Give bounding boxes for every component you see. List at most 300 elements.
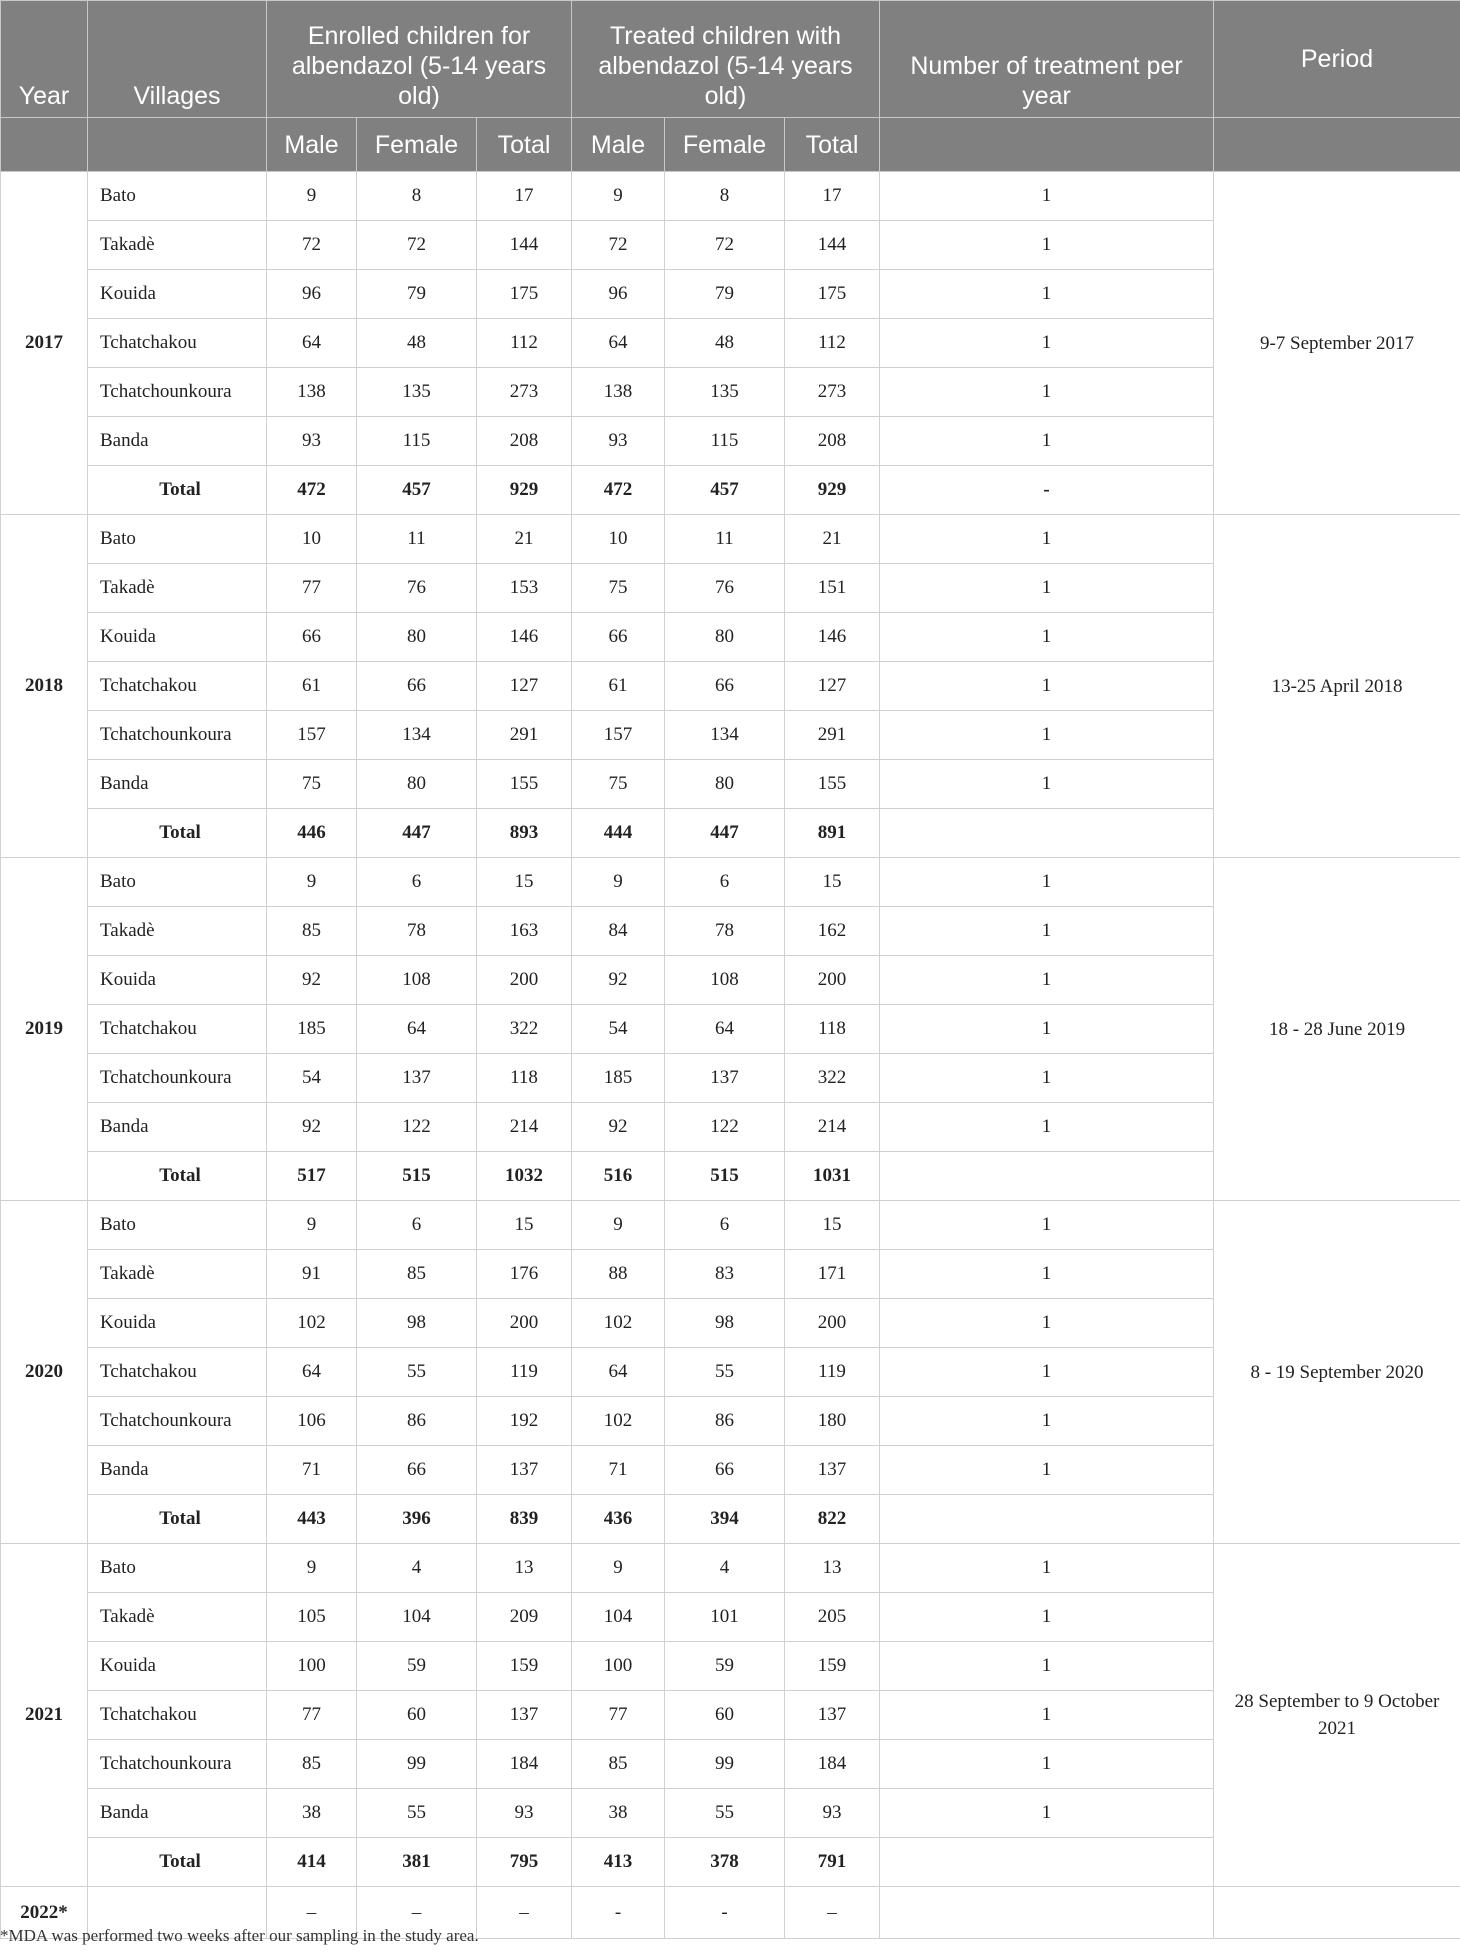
treatments-cell: [880, 1887, 1214, 1939]
enrolled-female-cell: 135: [357, 368, 477, 417]
total-treated-female-cell: 394: [665, 1495, 785, 1544]
total-enrolled-total-cell: 893: [477, 809, 572, 858]
enrolled-male-cell: 105: [267, 1593, 357, 1642]
table-row: [1, 858, 1460, 907]
treatments-cell: 1: [880, 1642, 1214, 1691]
enrolled-female-cell: 99: [357, 1740, 477, 1789]
enrolled-male-cell: 9: [267, 1544, 357, 1593]
enrolled-male-cell: 85: [267, 907, 357, 956]
table-body: [1, 172, 1460, 1939]
total-enrolled-female-cell: 396: [357, 1495, 477, 1544]
enrolled-male-cell: 77: [267, 1691, 357, 1740]
total-enrolled-total-cell: 839: [477, 1495, 572, 1544]
table-footnote: *MDA was performed two weeks after our sampling in the study area.: [0, 1926, 479, 1945]
enrolled-total-cell: 192: [477, 1397, 572, 1446]
enrolled-total-cell: 112: [477, 319, 572, 368]
treated-total-cell: 214: [785, 1103, 880, 1152]
treatments-cell: 1: [880, 1299, 1214, 1348]
treated-male-cell: 138: [572, 368, 665, 417]
year-cell: 2020: [1, 1201, 88, 1544]
treated-male-cell: 61: [572, 662, 665, 711]
treated-total-cell: 159: [785, 1642, 880, 1691]
header-period: Period: [1214, 1, 1460, 118]
treatments-cell: 1: [880, 1446, 1214, 1495]
enrolled-male-cell: 61: [267, 662, 357, 711]
treated-male-cell: 9: [572, 1544, 665, 1593]
enrolled-total-cell: 291: [477, 711, 572, 760]
treated-male-cell: 75: [572, 760, 665, 809]
enrolled-male-cell: 93: [267, 417, 357, 466]
treatments-cell: 1: [880, 858, 1214, 907]
treatments-cell: 1: [880, 417, 1214, 466]
total-enrolled-female-cell: 457: [357, 466, 477, 515]
enrolled-male-cell: 77: [267, 564, 357, 613]
header-villages: Villages: [88, 1, 267, 118]
enrolled-male-cell: 64: [267, 1348, 357, 1397]
treated-total-cell: 171: [785, 1250, 880, 1299]
village-cell: Tchatchounkoura: [88, 711, 267, 760]
total-treatments-cell: [880, 809, 1214, 858]
treated-male-cell: 10: [572, 515, 665, 564]
enrolled-female-cell: 6: [357, 858, 477, 907]
enrolled-total-cell: 200: [477, 956, 572, 1005]
enrolled-total-cell: 137: [477, 1446, 572, 1495]
treated-male-cell: 100: [572, 1642, 665, 1691]
enrolled-total-cell: 93: [477, 1789, 572, 1838]
header-blank: [88, 118, 267, 172]
enrolled-male-cell: 66: [267, 613, 357, 662]
village-cell: Bato: [88, 172, 267, 221]
treated-male-cell: 157: [572, 711, 665, 760]
header-treated-female: Female: [665, 118, 785, 172]
village-cell: Tchatchounkoura: [88, 1397, 267, 1446]
treatments-cell: 1: [880, 172, 1214, 221]
table-row: [1, 1201, 1460, 1250]
table-row: [1, 172, 1460, 221]
village-cell: Kouida: [88, 270, 267, 319]
treated-female-cell: 66: [665, 662, 785, 711]
enrolled-male-cell: 106: [267, 1397, 357, 1446]
total-label: Total: [88, 1838, 267, 1887]
treated-male-cell: 77: [572, 1691, 665, 1740]
enrolled-female-cell: 4: [357, 1544, 477, 1593]
village-cell: Kouida: [88, 1299, 267, 1348]
enrolled-female-cell: 59: [357, 1642, 477, 1691]
treated-total-cell: 180: [785, 1397, 880, 1446]
header-enrolled-male: Male: [267, 118, 357, 172]
treated-male-cell: 9: [572, 1201, 665, 1250]
total-enrolled-female-cell: 381: [357, 1838, 477, 1887]
enrolled-male-cell: 91: [267, 1250, 357, 1299]
enrolled-male-cell: 38: [267, 1789, 357, 1838]
treated-female-cell: 80: [665, 613, 785, 662]
enrolled-female-cell: 137: [357, 1054, 477, 1103]
village-cell: Bato: [88, 1201, 267, 1250]
total-treatments-cell: -: [880, 466, 1214, 515]
enrolled-male-cell: 92: [267, 956, 357, 1005]
period-cell: [1214, 1887, 1460, 1939]
treated-male-cell: 71: [572, 1446, 665, 1495]
treated-female-cell: 76: [665, 564, 785, 613]
treated-male-cell: 9: [572, 172, 665, 221]
total-enrolled-total-cell: 929: [477, 466, 572, 515]
enrolled-total-cell: –: [477, 1887, 572, 1939]
treatments-cell: 1: [880, 1740, 1214, 1789]
treated-total-cell: 15: [785, 1201, 880, 1250]
header-treated: Treated children with albendazol (5-14 years old): [572, 1, 880, 118]
treatments-cell: 1: [880, 711, 1214, 760]
treated-total-cell: 291: [785, 711, 880, 760]
header-enrolled-female: Female: [357, 118, 477, 172]
header-treated-total: Total: [785, 118, 880, 172]
treatments-cell: 1: [880, 1103, 1214, 1152]
village-cell: Takadè: [88, 1250, 267, 1299]
treated-total-cell: 205: [785, 1593, 880, 1642]
treatments-cell: 1: [880, 270, 1214, 319]
treated-male-cell: 54: [572, 1005, 665, 1054]
treated-male-cell: 185: [572, 1054, 665, 1103]
village-cell: Takadè: [88, 221, 267, 270]
header-blank: [880, 118, 1214, 172]
treatments-cell: 1: [880, 1054, 1214, 1103]
year-cell: 2018: [1, 515, 88, 858]
year-cell: 2022*: [1, 1887, 88, 1939]
table-row: [1, 515, 1460, 564]
enrolled-total-cell: 209: [477, 1593, 572, 1642]
treated-total-cell: 162: [785, 907, 880, 956]
treated-male-cell: 85: [572, 1740, 665, 1789]
enrolled-female-cell: 122: [357, 1103, 477, 1152]
treated-total-cell: 137: [785, 1446, 880, 1495]
treated-male-cell: 64: [572, 319, 665, 368]
treated-total-cell: 200: [785, 1299, 880, 1348]
year-cell: 2017: [1, 172, 88, 515]
total-treated-total-cell: 891: [785, 809, 880, 858]
enrolled-total-cell: 176: [477, 1250, 572, 1299]
village-cell: Bato: [88, 515, 267, 564]
treated-female-cell: 4: [665, 1544, 785, 1593]
treatments-cell: 1: [880, 515, 1214, 564]
treatments-cell: 1: [880, 1691, 1214, 1740]
treated-male-cell: 104: [572, 1593, 665, 1642]
treated-female-cell: 48: [665, 319, 785, 368]
enrolled-total-cell: 214: [477, 1103, 572, 1152]
enrolled-total-cell: 155: [477, 760, 572, 809]
enrolled-female-cell: 72: [357, 221, 477, 270]
village-cell: Tchatchounkoura: [88, 1054, 267, 1103]
enrolled-male-cell: 138: [267, 368, 357, 417]
village-cell: Takadè: [88, 564, 267, 613]
total-label: Total: [88, 466, 267, 515]
treated-female-cell: 11: [665, 515, 785, 564]
treated-female-cell: 115: [665, 417, 785, 466]
enrolled-female-cell: 64: [357, 1005, 477, 1054]
enrolled-female-cell: 80: [357, 760, 477, 809]
treated-total-cell: 184: [785, 1740, 880, 1789]
enrolled-total-cell: 153: [477, 564, 572, 613]
treatments-cell: 1: [880, 1789, 1214, 1838]
enrolled-male-cell: 10: [267, 515, 357, 564]
enrolled-total-cell: 13: [477, 1544, 572, 1593]
enrolled-total-cell: 208: [477, 417, 572, 466]
treatments-cell: 1: [880, 613, 1214, 662]
total-enrolled-male-cell: 443: [267, 1495, 357, 1544]
treatments-cell: 1: [880, 1348, 1214, 1397]
treated-female-cell: 55: [665, 1789, 785, 1838]
enrolled-male-cell: 9: [267, 858, 357, 907]
treated-total-cell: 322: [785, 1054, 880, 1103]
treated-female-cell: 135: [665, 368, 785, 417]
enrolled-male-cell: 92: [267, 1103, 357, 1152]
enrolled-total-cell: 137: [477, 1691, 572, 1740]
village-cell: Bato: [88, 858, 267, 907]
total-enrolled-female-cell: 515: [357, 1152, 477, 1201]
treatments-cell: 1: [880, 1005, 1214, 1054]
treated-female-cell: 72: [665, 221, 785, 270]
treated-male-cell: 75: [572, 564, 665, 613]
village-cell: Kouida: [88, 613, 267, 662]
enrolled-male-cell: 9: [267, 1201, 357, 1250]
treated-male-cell: 96: [572, 270, 665, 319]
enrolled-male-cell: 85: [267, 1740, 357, 1789]
table-header: [1, 1, 1460, 172]
enrolled-female-cell: 86: [357, 1397, 477, 1446]
total-treated-female-cell: 515: [665, 1152, 785, 1201]
treated-female-cell: 122: [665, 1103, 785, 1152]
treated-total-cell: 17: [785, 172, 880, 221]
treated-female-cell: 6: [665, 1201, 785, 1250]
treated-female-cell: 86: [665, 1397, 785, 1446]
enrolled-male-cell: 72: [267, 221, 357, 270]
enrolled-female-cell: 79: [357, 270, 477, 319]
treatments-cell: 1: [880, 1201, 1214, 1250]
treated-total-cell: 21: [785, 515, 880, 564]
treated-female-cell: 6: [665, 858, 785, 907]
treatments-cell: 1: [880, 368, 1214, 417]
enrolled-male-cell: 75: [267, 760, 357, 809]
treatments-cell: 1: [880, 1397, 1214, 1446]
enrolled-male-cell: 96: [267, 270, 357, 319]
enrolled-total-cell: 21: [477, 515, 572, 564]
enrolled-total-cell: 184: [477, 1740, 572, 1789]
treatments-cell: 1: [880, 1544, 1214, 1593]
treated-female-cell: 60: [665, 1691, 785, 1740]
enrolled-female-cell: 85: [357, 1250, 477, 1299]
enrolled-female-cell: 66: [357, 1446, 477, 1495]
village-cell: Tchatchounkoura: [88, 1740, 267, 1789]
total-treated-total-cell: 822: [785, 1495, 880, 1544]
total-enrolled-male-cell: 414: [267, 1838, 357, 1887]
total-treated-total-cell: 791: [785, 1838, 880, 1887]
enrolled-total-cell: 322: [477, 1005, 572, 1054]
enrolled-female-cell: 8: [357, 172, 477, 221]
treated-female-cell: 80: [665, 760, 785, 809]
treated-male-cell: 102: [572, 1397, 665, 1446]
treated-total-cell: –: [785, 1887, 880, 1939]
treatments-cell: 1: [880, 1593, 1214, 1642]
enrolled-total-cell: 15: [477, 858, 572, 907]
village-cell: Tchatchakou: [88, 662, 267, 711]
enrolled-female-cell: 55: [357, 1789, 477, 1838]
treated-total-cell: 144: [785, 221, 880, 270]
total-enrolled-total-cell: 1032: [477, 1152, 572, 1201]
treatments-cell: 1: [880, 760, 1214, 809]
enrolled-female-cell: 98: [357, 1299, 477, 1348]
village-cell: Tchatchakou: [88, 319, 267, 368]
village-cell: Tchatchounkoura: [88, 368, 267, 417]
enrolled-total-cell: 159: [477, 1642, 572, 1691]
treatments-cell: 1: [880, 956, 1214, 1005]
treated-female-cell: 101: [665, 1593, 785, 1642]
enrolled-total-cell: 144: [477, 221, 572, 270]
enrolled-male-cell: 71: [267, 1446, 357, 1495]
total-enrolled-male-cell: 472: [267, 466, 357, 515]
total-treatments-cell: [880, 1152, 1214, 1201]
treated-male-cell: 88: [572, 1250, 665, 1299]
treated-total-cell: 175: [785, 270, 880, 319]
total-treated-female-cell: 457: [665, 466, 785, 515]
treatments-cell: 1: [880, 564, 1214, 613]
enrolled-female-cell: 115: [357, 417, 477, 466]
enrolled-female-cell: 11: [357, 515, 477, 564]
village-cell: Kouida: [88, 1642, 267, 1691]
village-cell: Takadè: [88, 907, 267, 956]
enrolled-total-cell: 175: [477, 270, 572, 319]
total-treated-male-cell: 472: [572, 466, 665, 515]
enrolled-female-cell: 104: [357, 1593, 477, 1642]
treated-male-cell: 38: [572, 1789, 665, 1838]
treated-female-cell: 64: [665, 1005, 785, 1054]
treated-total-cell: 112: [785, 319, 880, 368]
treated-total-cell: 127: [785, 662, 880, 711]
total-enrolled-male-cell: 446: [267, 809, 357, 858]
total-treatments-cell: [880, 1838, 1214, 1887]
enrolled-female-cell: 6: [357, 1201, 477, 1250]
village-cell: Banda: [88, 417, 267, 466]
treated-total-cell: 118: [785, 1005, 880, 1054]
enrolled-female-cell: 55: [357, 1348, 477, 1397]
period-cell: 18 - 28 June 2019: [1214, 858, 1460, 1201]
treated-female-cell: 79: [665, 270, 785, 319]
enrolled-female-cell: 108: [357, 956, 477, 1005]
enrolled-total-cell: 200: [477, 1299, 572, 1348]
treated-female-cell: 99: [665, 1740, 785, 1789]
village-cell: Kouida: [88, 956, 267, 1005]
enrolled-male-cell: 157: [267, 711, 357, 760]
treated-total-cell: 155: [785, 760, 880, 809]
enrolled-female-cell: 76: [357, 564, 477, 613]
total-enrolled-total-cell: 795: [477, 1838, 572, 1887]
total-treated-female-cell: 378: [665, 1838, 785, 1887]
treated-total-cell: 151: [785, 564, 880, 613]
enrolled-female-cell: 78: [357, 907, 477, 956]
treatments-cell: 1: [880, 662, 1214, 711]
treated-male-cell: 92: [572, 956, 665, 1005]
period-cell: 28 September to 9 October 2021: [1214, 1544, 1460, 1887]
enrolled-male-cell: 185: [267, 1005, 357, 1054]
header-blank: [1, 118, 88, 172]
enrolled-male-cell: –: [267, 1887, 357, 1939]
enrolled-total-cell: 17: [477, 172, 572, 221]
enrolled-female-cell: 66: [357, 662, 477, 711]
enrolled-male-cell: 9: [267, 172, 357, 221]
header-year: Year: [1, 1, 88, 118]
enrolled-total-cell: 273: [477, 368, 572, 417]
header-enrolled-total: Total: [477, 118, 572, 172]
total-label: Total: [88, 1152, 267, 1201]
enrolled-female-cell: 134: [357, 711, 477, 760]
enrolled-male-cell: 100: [267, 1642, 357, 1691]
total-enrolled-male-cell: 517: [267, 1152, 357, 1201]
treated-total-cell: 200: [785, 956, 880, 1005]
total-label: Total: [88, 809, 267, 858]
total-treated-total-cell: 929: [785, 466, 880, 515]
total-treated-male-cell: 444: [572, 809, 665, 858]
enrolled-female-cell: 60: [357, 1691, 477, 1740]
table-row: [1, 1544, 1460, 1593]
period-cell: 13-25 April 2018: [1214, 515, 1460, 858]
total-label: Total: [88, 1495, 267, 1544]
treatments-cell: 1: [880, 221, 1214, 270]
treated-male-cell: 93: [572, 417, 665, 466]
treated-male-cell: 102: [572, 1299, 665, 1348]
treated-female-cell: 137: [665, 1054, 785, 1103]
treated-female-cell: 134: [665, 711, 785, 760]
total-treated-female-cell: 447: [665, 809, 785, 858]
village-cell: Banda: [88, 1446, 267, 1495]
header-blank: [1214, 118, 1460, 172]
enrolled-female-cell: 48: [357, 319, 477, 368]
treated-female-cell: 98: [665, 1299, 785, 1348]
treated-female-cell: 8: [665, 172, 785, 221]
enrolled-total-cell: 118: [477, 1054, 572, 1103]
treated-male-cell: 64: [572, 1348, 665, 1397]
village-cell: Banda: [88, 1789, 267, 1838]
treated-female-cell: 66: [665, 1446, 785, 1495]
enrolled-female-cell: 80: [357, 613, 477, 662]
treated-female-cell: 55: [665, 1348, 785, 1397]
enrolled-total-cell: 146: [477, 613, 572, 662]
village-cell: Bato: [88, 1544, 267, 1593]
treated-male-cell: 84: [572, 907, 665, 956]
treated-female-cell: -: [665, 1887, 785, 1939]
treated-total-cell: 208: [785, 417, 880, 466]
treatments-cell: 1: [880, 907, 1214, 956]
treated-total-cell: 119: [785, 1348, 880, 1397]
total-treatments-cell: [880, 1495, 1214, 1544]
header-enrolled: Enrolled children for albendazol (5-14 years old): [267, 1, 572, 118]
treated-total-cell: 13: [785, 1544, 880, 1593]
village-cell: Tchatchakou: [88, 1348, 267, 1397]
enrolled-total-cell: 119: [477, 1348, 572, 1397]
total-enrolled-female-cell: 447: [357, 809, 477, 858]
village-cell: Banda: [88, 760, 267, 809]
total-treated-total-cell: 1031: [785, 1152, 880, 1201]
treated-male-cell: 72: [572, 221, 665, 270]
header-treatments-per-year: Number of treatment per year: [880, 1, 1214, 118]
year-cell: 2021: [1, 1544, 88, 1887]
treated-total-cell: 146: [785, 613, 880, 662]
village-cell: Tchatchakou: [88, 1691, 267, 1740]
village-cell: Banda: [88, 1103, 267, 1152]
enrolled-male-cell: 64: [267, 319, 357, 368]
treated-female-cell: 108: [665, 956, 785, 1005]
treated-total-cell: 137: [785, 1691, 880, 1740]
treated-total-cell: 273: [785, 368, 880, 417]
treated-male-cell: 9: [572, 858, 665, 907]
treated-total-cell: 93: [785, 1789, 880, 1838]
enrolled-male-cell: 54: [267, 1054, 357, 1103]
